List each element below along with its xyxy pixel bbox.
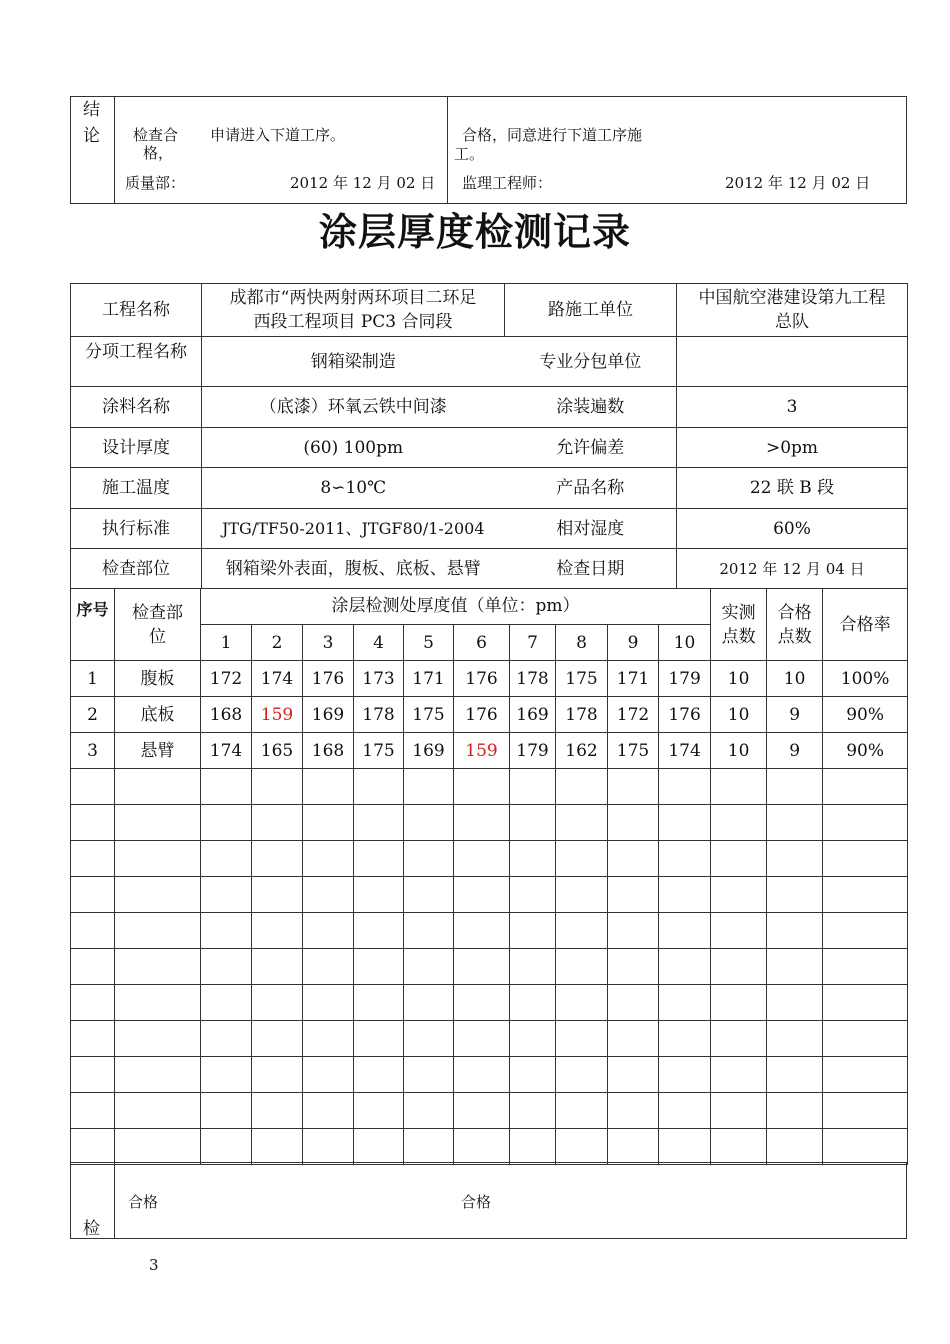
subcontractor-label: 专业分包单位: [505, 337, 677, 387]
project-name-line2: 西段工程项目 PC3 合同段: [253, 312, 453, 332]
empty-cell: [711, 913, 767, 949]
contractor-value: [677, 284, 908, 337]
conclusion-label-1: 结: [83, 100, 100, 120]
empty-cell: [71, 1057, 115, 1093]
empty-cell: [767, 949, 823, 985]
empty-cell: [608, 1093, 659, 1129]
point-header-10: 10: [659, 625, 711, 661]
position-value: 钢箱梁外表面，腹板、底板、悬臂: [202, 549, 505, 589]
empty-cell: [711, 1129, 767, 1165]
empty-cell: [252, 877, 303, 913]
row-value-9: 171: [608, 661, 659, 697]
empty-cell: [303, 949, 354, 985]
row-value-3: 176: [303, 661, 354, 697]
empty-row: [71, 769, 908, 805]
empty-cell: [823, 769, 908, 805]
empty-cell: [404, 1093, 454, 1129]
thickness-header: 涂层检测处厚度值（单位：pm）: [201, 589, 711, 625]
empty-cell: [823, 1021, 908, 1057]
empty-cell: [201, 1057, 252, 1093]
empty-cell: [767, 1057, 823, 1093]
empty-cell: [823, 913, 908, 949]
measured-header-line2: 点数: [721, 626, 756, 647]
empty-cell: [252, 1129, 303, 1165]
empty-cell: [510, 1129, 556, 1165]
row-rate: 100%: [823, 661, 908, 697]
conclusion-label-2: 论: [83, 126, 100, 146]
footer-right-text: 合格: [461, 1193, 492, 1211]
empty-cell: [354, 1129, 404, 1165]
empty-cell: [510, 805, 556, 841]
empty-cell: [823, 1057, 908, 1093]
coating-value: （底漆）环氧云铁中间漆: [202, 387, 505, 428]
product-value: 22 联 B 段: [677, 468, 908, 509]
design-value: (60) 100pm: [202, 428, 505, 468]
point-header-1: 1: [201, 625, 252, 661]
empty-cell: [252, 841, 303, 877]
empty-cell: [556, 913, 608, 949]
humidity-value: 60%: [677, 509, 908, 549]
coats-value: 3: [677, 387, 908, 428]
empty-cell: [608, 1021, 659, 1057]
empty-cell: [767, 985, 823, 1021]
row-qualified: 10: [767, 661, 823, 697]
empty-cell: [354, 841, 404, 877]
row-value-10: 176: [659, 697, 711, 733]
empty-cell: [510, 1093, 556, 1129]
rate-header: 合格率: [823, 589, 908, 661]
row-value-1: 174: [201, 733, 252, 769]
empty-cell: [71, 985, 115, 1021]
empty-cell: [115, 1057, 201, 1093]
empty-cell: [404, 949, 454, 985]
empty-cell: [556, 1129, 608, 1165]
empty-cell: [608, 805, 659, 841]
supervisor-label: 监理工程师：: [462, 174, 553, 192]
empty-cell: [659, 985, 711, 1021]
row-value-7: 179: [510, 733, 556, 769]
qualified-header-line1: 合格: [777, 602, 812, 623]
empty-cell: [823, 805, 908, 841]
empty-cell: [510, 769, 556, 805]
empty-cell: [556, 949, 608, 985]
empty-row: [71, 805, 908, 841]
empty-cell: [71, 913, 115, 949]
row-value-9: 175: [608, 733, 659, 769]
empty-cell: [252, 805, 303, 841]
standard-value: JTG/TF50-2011、JTGF80/1-2004: [202, 509, 505, 549]
part-header-line1: 检查部: [132, 602, 183, 623]
empty-cell: [659, 769, 711, 805]
approve-line1: 合格，同意进行下道工序施: [462, 126, 643, 144]
design-label: 设计厚度: [71, 428, 202, 468]
empty-cell: [510, 1021, 556, 1057]
empty-cell: [404, 769, 454, 805]
empty-cell: [823, 985, 908, 1021]
row-value-10: 174: [659, 733, 711, 769]
empty-cell: [404, 913, 454, 949]
empty-cell: [556, 1057, 608, 1093]
row-value-6: 159: [454, 733, 510, 769]
empty-cell: [454, 877, 510, 913]
table-row: [71, 733, 908, 769]
empty-cell: [404, 1057, 454, 1093]
empty-cell: [303, 841, 354, 877]
empty-cell: [823, 1093, 908, 1129]
empty-cell: [201, 769, 252, 805]
empty-cell: [767, 1093, 823, 1129]
empty-cell: [510, 913, 556, 949]
row-value-8: 162: [556, 733, 608, 769]
empty-row: [71, 877, 908, 913]
empty-cell: [115, 1129, 201, 1165]
empty-cell: [303, 913, 354, 949]
empty-cell: [201, 841, 252, 877]
empty-cell: [711, 877, 767, 913]
row-part: 悬臂: [115, 733, 201, 769]
empty-cell: [711, 1021, 767, 1057]
empty-cell: [115, 877, 201, 913]
empty-cell: [767, 877, 823, 913]
empty-cell: [115, 949, 201, 985]
row-value-1: 168: [201, 697, 252, 733]
row-part: 底板: [115, 697, 201, 733]
empty-cell: [454, 1021, 510, 1057]
row-seq: 1: [71, 661, 115, 697]
empty-cell: [711, 1057, 767, 1093]
sub-project-label: 分项工程名称: [71, 337, 202, 387]
empty-cell: [303, 1129, 354, 1165]
row-value-3: 169: [303, 697, 354, 733]
empty-cell: [767, 1129, 823, 1165]
empty-cell: [454, 913, 510, 949]
sub-project-value: 钢箱梁制造: [202, 337, 505, 387]
row-rate: 90%: [823, 733, 908, 769]
empty-cell: [303, 769, 354, 805]
empty-cell: [404, 841, 454, 877]
row-measured: 10: [711, 733, 767, 769]
date-value: 2012 年 12 月 04 日: [677, 549, 908, 589]
measured-header-line1: 实测: [721, 602, 756, 623]
contractor-label: 路施工单位: [505, 284, 677, 337]
empty-cell: [823, 949, 908, 985]
empty-cell: [659, 1057, 711, 1093]
empty-cell: [354, 1057, 404, 1093]
empty-cell: [354, 877, 404, 913]
empty-cell: [354, 769, 404, 805]
row-value-9: 172: [608, 697, 659, 733]
empty-cell: [659, 877, 711, 913]
point-header-2: 2: [252, 625, 303, 661]
empty-cell: [201, 913, 252, 949]
point-header-5: 5: [404, 625, 454, 661]
info-table: [70, 283, 908, 589]
temp-value: 8∽10℃: [202, 468, 505, 509]
empty-cell: [659, 1129, 711, 1165]
empty-cell: [201, 877, 252, 913]
row-value-5: 171: [404, 661, 454, 697]
empty-cell: [115, 1093, 201, 1129]
row-seq: 3: [71, 733, 115, 769]
row-qualified: 9: [767, 733, 823, 769]
row-qualified: 9: [767, 697, 823, 733]
empty-cell: [354, 805, 404, 841]
empty-cell: [608, 985, 659, 1021]
empty-cell: [252, 1021, 303, 1057]
empty-cell: [711, 769, 767, 805]
empty-cell: [711, 841, 767, 877]
standard-label: 执行标准: [71, 509, 202, 549]
empty-cell: [71, 805, 115, 841]
empty-cell: [711, 1093, 767, 1129]
empty-cell: [354, 949, 404, 985]
table-row: [71, 697, 908, 733]
empty-cell: [303, 1057, 354, 1093]
empty-row: [71, 949, 908, 985]
row-part: 腹板: [115, 661, 201, 697]
empty-cell: [767, 769, 823, 805]
row-seq: 2: [71, 697, 115, 733]
coating-label: 涂料名称: [71, 387, 202, 428]
row-measured: 10: [711, 661, 767, 697]
empty-row: [71, 985, 908, 1021]
row-value-7: 169: [510, 697, 556, 733]
empty-cell: [71, 877, 115, 913]
empty-cell: [823, 877, 908, 913]
row-value-2: 174: [252, 661, 303, 697]
project-name-line1: 成都市“两快两射两环项目二环足: [229, 288, 477, 308]
empty-cell: [608, 841, 659, 877]
empty-cell: [404, 1021, 454, 1057]
row-value-5: 175: [404, 697, 454, 733]
row-value-5: 169: [404, 733, 454, 769]
empty-cell: [303, 1093, 354, 1129]
empty-cell: [201, 1093, 252, 1129]
empty-cell: [659, 1093, 711, 1129]
empty-cell: [556, 877, 608, 913]
empty-cell: [608, 1057, 659, 1093]
empty-cell: [556, 805, 608, 841]
empty-row: [71, 1057, 908, 1093]
point-header-8: 8: [556, 625, 608, 661]
row-value-10: 179: [659, 661, 711, 697]
empty-cell: [711, 949, 767, 985]
empty-cell: [71, 769, 115, 805]
empty-cell: [303, 985, 354, 1021]
point-header-7: 7: [510, 625, 556, 661]
inspect-label-line1: 检查合: [133, 126, 179, 144]
empty-cell: [454, 805, 510, 841]
temp-label: 施工温度: [71, 468, 202, 509]
empty-row: [71, 913, 908, 949]
point-header-4: 4: [354, 625, 404, 661]
empty-cell: [303, 877, 354, 913]
measurement-table: [70, 588, 908, 1165]
coats-label: 涂装遍数: [505, 387, 677, 428]
empty-cell: [510, 841, 556, 877]
empty-cell: [404, 985, 454, 1021]
empty-cell: [303, 805, 354, 841]
empty-cell: [556, 1093, 608, 1129]
empty-cell: [354, 1093, 404, 1129]
qualified-header: [767, 589, 823, 661]
empty-cell: [711, 805, 767, 841]
empty-cell: [823, 841, 908, 877]
empty-cell: [404, 877, 454, 913]
empty-cell: [556, 1021, 608, 1057]
footer-left-text: 合格: [128, 1193, 159, 1211]
request-text: 申请进入下道工序。: [210, 126, 346, 144]
empty-cell: [115, 913, 201, 949]
empty-cell: [71, 1129, 115, 1165]
empty-cell: [711, 985, 767, 1021]
row-value-6: 176: [454, 697, 510, 733]
empty-cell: [201, 949, 252, 985]
part-header: [115, 589, 201, 661]
contractor-line2: 总队: [775, 312, 809, 332]
empty-cell: [823, 1129, 908, 1165]
row-value-3: 168: [303, 733, 354, 769]
empty-cell: [659, 805, 711, 841]
position-label: 检查部位: [71, 549, 202, 589]
empty-cell: [454, 985, 510, 1021]
row-value-7: 178: [510, 661, 556, 697]
empty-cell: [659, 841, 711, 877]
empty-cell: [454, 949, 510, 985]
empty-cell: [556, 841, 608, 877]
row-rate: 90%: [823, 697, 908, 733]
empty-cell: [252, 985, 303, 1021]
empty-cell: [608, 877, 659, 913]
row-value-2: 159: [252, 697, 303, 733]
empty-cell: [510, 877, 556, 913]
empty-cell: [454, 769, 510, 805]
point-header-3: 3: [303, 625, 354, 661]
empty-cell: [659, 1021, 711, 1057]
contractor-line1: 中国航空港建设第九工程: [698, 288, 886, 308]
subcontractor-value: [677, 337, 908, 387]
empty-row: [71, 841, 908, 877]
empty-cell: [71, 949, 115, 985]
empty-cell: [659, 913, 711, 949]
empty-cell: [608, 913, 659, 949]
empty-cell: [115, 805, 201, 841]
approve-line2: 工。: [454, 145, 485, 163]
empty-cell: [71, 841, 115, 877]
quality-dept-label: 质量部：: [125, 174, 186, 192]
empty-cell: [354, 1021, 404, 1057]
project-name-value: [202, 284, 505, 337]
empty-cell: [115, 769, 201, 805]
empty-cell: [252, 1093, 303, 1129]
tolerance-label: 允许偏差: [505, 428, 677, 468]
qualified-header-line2: 点数: [777, 626, 812, 647]
empty-cell: [404, 1129, 454, 1165]
table-row: [71, 661, 908, 697]
row-value-8: 175: [556, 661, 608, 697]
empty-cell: [71, 1021, 115, 1057]
empty-cell: [404, 805, 454, 841]
empty-cell: [510, 949, 556, 985]
empty-row: [71, 1021, 908, 1057]
empty-cell: [454, 841, 510, 877]
empty-cell: [303, 1021, 354, 1057]
empty-cell: [115, 985, 201, 1021]
empty-cell: [510, 985, 556, 1021]
empty-cell: [201, 805, 252, 841]
empty-row: [71, 1093, 908, 1129]
row-value-4: 175: [354, 733, 404, 769]
page-title: 涂层厚度检测记录: [318, 210, 631, 254]
row-measured: 10: [711, 697, 767, 733]
empty-cell: [454, 1093, 510, 1129]
empty-cell: [115, 1021, 201, 1057]
row-value-4: 173: [354, 661, 404, 697]
empty-cell: [115, 841, 201, 877]
empty-cell: [201, 1021, 252, 1057]
footer-label: 检: [83, 1219, 100, 1239]
supervisor-date: 2012 年 12 月 02 日: [725, 174, 871, 192]
empty-cell: [767, 841, 823, 877]
empty-cell: [608, 949, 659, 985]
tolerance-value: >0pm: [677, 428, 908, 468]
empty-cell: [454, 1129, 510, 1165]
row-value-6: 176: [454, 661, 510, 697]
seq-header: 序号: [71, 589, 115, 661]
empty-cell: [454, 1057, 510, 1093]
empty-cell: [767, 913, 823, 949]
row-value-8: 178: [556, 697, 608, 733]
empty-cell: [608, 769, 659, 805]
project-name-label: 工程名称: [71, 284, 202, 337]
empty-cell: [608, 1129, 659, 1165]
empty-cell: [767, 1021, 823, 1057]
empty-cell: [556, 769, 608, 805]
empty-cell: [252, 949, 303, 985]
empty-cell: [201, 1129, 252, 1165]
page-number: 3: [149, 1256, 159, 1274]
empty-cell: [659, 949, 711, 985]
quality-date: 2012 年 12 月 02 日: [290, 174, 436, 192]
empty-cell: [556, 985, 608, 1021]
empty-cell: [510, 1057, 556, 1093]
part-header-line2: 位: [149, 626, 166, 647]
inspect-label-line2: 格，: [143, 144, 174, 162]
humidity-label: 相对湿度: [505, 509, 677, 549]
empty-cell: [767, 805, 823, 841]
empty-row: [71, 1129, 908, 1165]
row-value-1: 172: [201, 661, 252, 697]
empty-cell: [71, 1093, 115, 1129]
empty-cell: [252, 769, 303, 805]
date-label: 检查日期: [505, 549, 677, 589]
measured-header: [711, 589, 767, 661]
empty-cell: [252, 913, 303, 949]
point-header-6: 6: [454, 625, 510, 661]
empty-cell: [252, 1057, 303, 1093]
empty-cell: [354, 913, 404, 949]
point-header-9: 9: [608, 625, 659, 661]
empty-cell: [354, 985, 404, 1021]
row-value-2: 165: [252, 733, 303, 769]
product-label: 产品名称: [505, 468, 677, 509]
row-value-4: 178: [354, 697, 404, 733]
empty-cell: [201, 985, 252, 1021]
